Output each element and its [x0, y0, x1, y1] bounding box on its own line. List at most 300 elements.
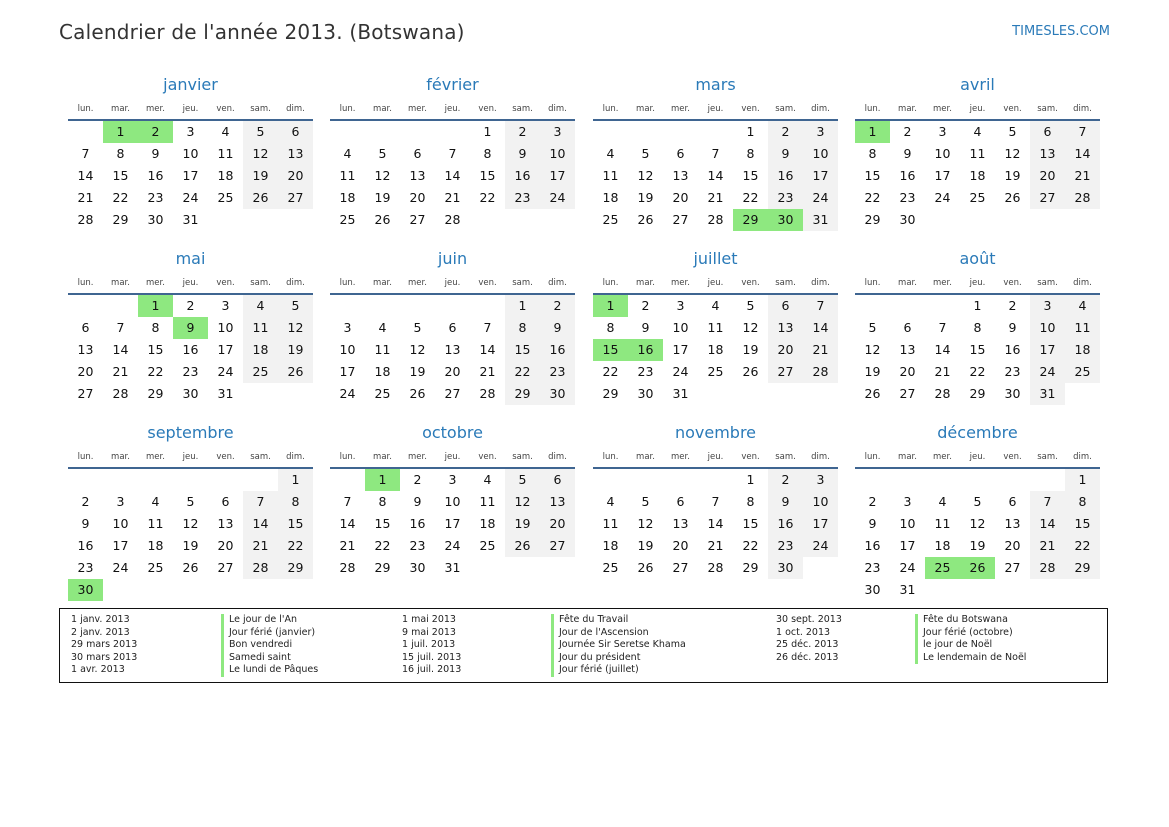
day-cell: 10 — [934, 146, 951, 161]
day-cell: 19 — [374, 190, 391, 205]
month-4 — [68, 248, 313, 427]
day-cell: 25 — [602, 560, 619, 575]
day-cell: 19 — [182, 538, 199, 553]
day-cell: 12 — [1004, 146, 1021, 161]
day-cell: 18 — [217, 168, 234, 183]
legend-date: 26 déc. 2013 — [776, 651, 839, 663]
weekday-header — [855, 273, 1100, 293]
day-cell: 20 — [1030, 165, 1065, 187]
day-cell: 14 — [243, 513, 278, 535]
weekday-label: mer. — [146, 278, 165, 288]
day-cell: 12 — [409, 342, 426, 357]
day-cell: 30 — [409, 560, 426, 575]
legend-holiday-name: Jour férié (janvier) — [221, 627, 318, 640]
weekday-label: sam. — [512, 278, 533, 288]
day-cell: 23 — [147, 190, 164, 205]
day-cell: 8 — [1065, 491, 1100, 513]
day-cell: 16 — [768, 513, 803, 535]
day-cell: 30 — [768, 557, 803, 579]
day-cell: 8 — [606, 320, 615, 335]
weekday-label: lun. — [602, 278, 619, 288]
day-cell: 4 — [938, 494, 947, 509]
day-cell: 21 — [77, 190, 94, 205]
day-cell: 3 — [803, 469, 838, 491]
day-cell: 30 — [182, 386, 199, 401]
legend-holiday-name: Jour du président — [551, 652, 686, 665]
legend-holiday-name: Jour férié (juillet) — [551, 664, 686, 677]
day-cell: 17 — [182, 168, 199, 183]
day-cell: 10 — [540, 143, 575, 165]
day-cell: 9 — [768, 143, 803, 165]
day-cell: 24 — [1030, 361, 1065, 383]
day-cell: 5 — [186, 494, 195, 509]
day-cell: 23 — [409, 538, 426, 553]
day-cell: 13 — [278, 143, 313, 165]
day-cell: 28 — [1030, 557, 1065, 579]
day-cell: 7 — [116, 320, 125, 335]
day-cell: 29 — [602, 386, 619, 401]
weekday-header — [855, 99, 1100, 119]
day-cell: 7 — [343, 494, 352, 509]
day-cell: 11 — [147, 516, 164, 531]
day-cell: 10 — [444, 494, 461, 509]
day-cell: 22 — [602, 364, 619, 379]
day-cell: 12 — [864, 342, 881, 357]
day-cell: 23 — [637, 364, 654, 379]
day-cell: 19 — [969, 538, 986, 553]
day-cell: 27 — [444, 386, 461, 401]
month-8 — [68, 422, 313, 601]
holiday-day-cell: 1 — [593, 295, 628, 317]
weekday-label: mer. — [933, 104, 952, 114]
day-cell: 19 — [278, 339, 313, 361]
day-cell: 15 — [147, 342, 164, 357]
day-cell: 6 — [413, 146, 422, 161]
day-cell: 11 — [243, 317, 278, 339]
day-cell: 14 — [707, 168, 724, 183]
day-cell: 29 — [278, 557, 313, 579]
day-cell: 19 — [243, 165, 278, 187]
legend-date: 9 mai 2013 — [402, 626, 456, 638]
day-cell: 15 — [742, 516, 759, 531]
day-cell: 18 — [1065, 339, 1100, 361]
month-11 — [855, 422, 1100, 601]
day-cell: 18 — [339, 190, 356, 205]
day-cell: 25 — [969, 190, 986, 205]
month-name: août — [959, 249, 996, 268]
month-2 — [593, 74, 838, 253]
weekday-label: sam. — [512, 452, 533, 462]
day-cell: 15 — [479, 168, 496, 183]
day-cell: 18 — [243, 339, 278, 361]
weekday-label: jeu. — [707, 104, 724, 114]
day-cell: 3 — [448, 472, 457, 487]
day-cell: 31 — [1030, 383, 1065, 405]
day-cell: 6 — [81, 320, 90, 335]
weekday-label: mar. — [636, 278, 655, 288]
day-cell: 7 — [938, 320, 947, 335]
day-cell: 27 — [1030, 187, 1065, 209]
legend-holiday-name: Fête du Travail — [551, 614, 686, 627]
day-cell: 4 — [483, 472, 492, 487]
day-cell: 7 — [243, 491, 278, 513]
day-cell: 12 — [182, 516, 199, 531]
day-cell: 15 — [112, 168, 129, 183]
day-cell: 26 — [182, 560, 199, 575]
day-cell: 19 — [742, 342, 759, 357]
holiday-day-cell: 30 — [68, 579, 103, 601]
day-cell: 7 — [803, 295, 838, 317]
month-name: juin — [437, 249, 468, 268]
day-cell: 2 — [1008, 298, 1017, 313]
day-cell: 8 — [116, 146, 125, 161]
weekday-label: mar. — [636, 452, 655, 462]
day-cell: 11 — [479, 494, 496, 509]
day-cell: 18 — [969, 168, 986, 183]
weekday-label: lun. — [602, 452, 619, 462]
weekday-label: sam. — [1037, 452, 1058, 462]
day-cell: 9 — [540, 317, 575, 339]
day-cell: 14 — [803, 317, 838, 339]
day-cell: 24 — [217, 364, 234, 379]
day-cell: 3 — [221, 298, 230, 313]
day-cell: 25 — [374, 386, 391, 401]
day-cell: 27 — [768, 361, 803, 383]
day-cell: 31 — [217, 386, 234, 401]
day-cell: 28 — [934, 386, 951, 401]
day-cell: 5 — [278, 295, 313, 317]
day-cell: 12 — [742, 320, 759, 335]
weekday-label: ven. — [478, 452, 497, 462]
day-cell: 12 — [969, 516, 986, 531]
weekday-header — [330, 99, 575, 119]
day-cell: 10 — [1030, 317, 1065, 339]
day-cell: 28 — [1065, 187, 1100, 209]
day-cell: 27 — [77, 386, 94, 401]
day-cell: 22 — [479, 190, 496, 205]
day-grid — [855, 295, 1100, 427]
day-cell: 6 — [1008, 494, 1017, 509]
legend-date: 30 mars 2013 — [71, 651, 138, 663]
day-cell: 4 — [221, 124, 230, 139]
weekday-label: mer. — [146, 452, 165, 462]
holiday-legend — [59, 608, 1108, 683]
weekday-label: jeu. — [969, 452, 986, 462]
day-grid — [330, 295, 575, 427]
weekday-label: mer. — [933, 278, 952, 288]
day-cell: 21 — [1030, 535, 1065, 557]
day-cell: 28 — [243, 557, 278, 579]
day-cell: 14 — [444, 168, 461, 183]
day-cell: 10 — [182, 146, 199, 161]
day-cell: 19 — [864, 364, 881, 379]
day-cell: 26 — [374, 212, 391, 227]
day-grid — [593, 295, 838, 427]
day-cell: 19 — [1004, 168, 1021, 183]
weekday-label: mar. — [373, 278, 392, 288]
day-cell: 6 — [1030, 121, 1065, 143]
weekday-label: sam. — [1037, 104, 1058, 114]
day-cell: 5 — [746, 298, 755, 313]
holiday-day-cell: 26 — [960, 557, 995, 579]
day-cell: 5 — [973, 494, 982, 509]
weekday-header — [68, 447, 313, 467]
legend-holiday-name: le jour de Noël — [915, 639, 1026, 652]
day-cell: 24 — [672, 364, 689, 379]
day-cell: 17 — [217, 342, 234, 357]
day-cell: 25 — [339, 212, 356, 227]
day-cell: 16 — [768, 165, 803, 187]
day-cell: 6 — [278, 121, 313, 143]
day-cell: 8 — [483, 146, 492, 161]
weekday-header — [330, 273, 575, 293]
day-cell: 20 — [217, 538, 234, 553]
day-cell: 10 — [217, 320, 234, 335]
weekday-header — [330, 447, 575, 467]
day-cell: 14 — [934, 342, 951, 357]
day-cell: 21 — [243, 535, 278, 557]
legend-dates — [71, 614, 137, 677]
weekday-label: mer. — [408, 278, 427, 288]
day-cell: 5 — [641, 146, 650, 161]
day-cell: 23 — [505, 187, 540, 209]
day-cell: 21 — [479, 364, 496, 379]
day-cell: 2 — [768, 121, 803, 143]
holiday-day-cell: 1 — [365, 469, 400, 491]
holiday-day-cell: 16 — [628, 339, 663, 361]
day-cell: 3 — [1030, 295, 1065, 317]
day-cell: 30 — [147, 212, 164, 227]
day-cell: 20 — [409, 190, 426, 205]
day-cell: 9 — [641, 320, 650, 335]
day-cell: 4 — [378, 320, 387, 335]
weekday-label: jeu. — [969, 104, 986, 114]
day-cell: 16 — [182, 342, 199, 357]
day-cell: 15 — [278, 513, 313, 535]
day-cell: 2 — [540, 295, 575, 317]
day-cell: 26 — [864, 386, 881, 401]
legend-holiday-name: Fête du Botswana — [915, 614, 1026, 627]
day-cell: 20 — [540, 513, 575, 535]
day-cell: 3 — [540, 121, 575, 143]
day-cell: 2 — [186, 298, 195, 313]
month-6 — [593, 248, 838, 427]
day-cell: 30 — [899, 212, 916, 227]
day-cell: 4 — [343, 146, 352, 161]
legend-date: 16 juil. 2013 — [402, 664, 462, 675]
day-cell: 23 — [182, 364, 199, 379]
day-cell: 10 — [339, 342, 356, 357]
day-cell: 2 — [768, 469, 803, 491]
day-cell: 14 — [1065, 143, 1100, 165]
day-cell: 25 — [479, 538, 496, 553]
day-cell: 26 — [637, 560, 654, 575]
day-cell: 28 — [444, 212, 461, 227]
day-cell: 26 — [409, 386, 426, 401]
day-cell: 6 — [448, 320, 457, 335]
day-cell: 14 — [479, 342, 496, 357]
weekday-label: dim. — [1073, 278, 1092, 288]
day-cell: 11 — [1065, 317, 1100, 339]
month-1 — [330, 74, 575, 253]
day-cell: 28 — [77, 212, 94, 227]
day-cell: 26 — [637, 212, 654, 227]
day-cell: 29 — [864, 212, 881, 227]
day-cell: 31 — [672, 386, 689, 401]
weekday-label: sam. — [250, 452, 271, 462]
day-cell: 6 — [676, 494, 685, 509]
year-calendar — [68, 74, 1101, 604]
day-cell: 17 — [339, 364, 356, 379]
day-cell: 1 — [278, 469, 313, 491]
day-cell: 4 — [1065, 295, 1100, 317]
legend-date: 30 sept. 2013 — [776, 614, 842, 625]
day-cell: 13 — [444, 342, 461, 357]
day-cell: 3 — [116, 494, 125, 509]
day-cell: 13 — [217, 516, 234, 531]
day-cell: 21 — [112, 364, 129, 379]
weekday-label: mar. — [898, 452, 917, 462]
legend-date: 15 juil. 2013 — [402, 651, 462, 663]
day-grid — [330, 121, 575, 253]
weekday-label: ven. — [216, 104, 235, 114]
holiday-day-cell: 29 — [733, 209, 768, 231]
weekday-label: dim. — [286, 278, 305, 288]
day-cell: 11 — [217, 146, 234, 161]
day-grid — [68, 295, 313, 427]
day-cell: 19 — [409, 364, 426, 379]
day-cell: 23 — [1004, 364, 1021, 379]
day-cell: 12 — [243, 143, 278, 165]
day-cell: 9 — [505, 143, 540, 165]
day-cell: 16 — [864, 538, 881, 553]
day-cell: 6 — [540, 469, 575, 491]
day-cell: 21 — [1065, 165, 1100, 187]
legend-names — [221, 614, 318, 677]
day-cell: 18 — [602, 190, 619, 205]
day-cell: 22 — [742, 190, 759, 205]
day-cell: 2 — [641, 298, 650, 313]
weekday-label: mer. — [671, 452, 690, 462]
day-cell: 24 — [112, 560, 129, 575]
day-cell: 24 — [803, 187, 838, 209]
day-cell: 27 — [672, 560, 689, 575]
day-cell: 15 — [969, 342, 986, 357]
day-cell: 10 — [803, 491, 838, 513]
day-cell: 1 — [746, 124, 755, 139]
day-cell: 21 — [707, 538, 724, 553]
day-cell: 7 — [448, 146, 457, 161]
day-cell: 29 — [969, 386, 986, 401]
weekday-label: ven. — [741, 278, 760, 288]
day-cell: 16 — [77, 538, 94, 553]
weekday-label: sam. — [1037, 278, 1058, 288]
legend-names — [915, 614, 1026, 664]
day-cell: 13 — [672, 516, 689, 531]
weekday-label: mer. — [671, 104, 690, 114]
weekday-label: dim. — [286, 104, 305, 114]
day-cell: 28 — [707, 212, 724, 227]
day-cell: 6 — [221, 494, 230, 509]
day-cell: 21 — [339, 538, 356, 553]
day-cell: 7 — [711, 146, 720, 161]
weekday-label: lun. — [339, 104, 356, 114]
weekday-label: mar. — [898, 104, 917, 114]
day-cell: 26 — [1004, 190, 1021, 205]
day-cell: 20 — [899, 364, 916, 379]
day-cell: 25 — [147, 560, 164, 575]
day-cell: 11 — [969, 146, 986, 161]
day-cell: 5 — [413, 320, 422, 335]
weekday-label: dim. — [811, 452, 830, 462]
day-cell: 28 — [479, 386, 496, 401]
legend-date: 29 mars 2013 — [71, 639, 138, 650]
day-cell: 28 — [707, 560, 724, 575]
legend-holiday-name: Bon vendredi — [221, 639, 318, 652]
day-cell: 21 — [934, 364, 951, 379]
day-cell: 27 — [409, 212, 426, 227]
day-cell: 6 — [903, 320, 912, 335]
day-cell: 10 — [803, 143, 838, 165]
day-cell: 12 — [637, 516, 654, 531]
weekday-label: ven. — [478, 104, 497, 114]
day-cell: 16 — [899, 168, 916, 183]
holiday-day-cell: 1 — [855, 121, 890, 143]
day-cell: 3 — [803, 121, 838, 143]
weekday-header — [855, 447, 1100, 467]
weekday-label: sam. — [775, 452, 796, 462]
day-cell: 20 — [672, 538, 689, 553]
day-cell: 31 — [182, 212, 199, 227]
day-cell: 14 — [112, 342, 129, 357]
day-cell: 3 — [938, 124, 947, 139]
day-cell: 22 — [147, 364, 164, 379]
day-cell: 18 — [147, 538, 164, 553]
day-cell: 13 — [768, 317, 803, 339]
day-cell: 23 — [768, 535, 803, 557]
day-cell: 11 — [602, 168, 619, 183]
day-cell: 5 — [378, 146, 387, 161]
weekday-label: jeu. — [444, 452, 461, 462]
day-cell: 16 — [147, 168, 164, 183]
day-cell: 14 — [77, 168, 94, 183]
day-cell: 30 — [540, 383, 575, 405]
day-cell: 25 — [707, 364, 724, 379]
day-cell: 7 — [1065, 121, 1100, 143]
day-cell: 28 — [112, 386, 129, 401]
day-cell: 13 — [409, 168, 426, 183]
weekday-label: ven. — [1003, 278, 1022, 288]
day-cell: 5 — [868, 320, 877, 335]
day-cell: 21 — [444, 190, 461, 205]
site-link[interactable]: TIMESLES.COM — [1012, 24, 1110, 39]
day-cell: 18 — [602, 538, 619, 553]
day-cell: 1 — [973, 298, 982, 313]
legend-date: 1 avr. 2013 — [71, 664, 125, 675]
holiday-day-cell: 2 — [138, 121, 173, 143]
day-cell: 17 — [803, 165, 838, 187]
day-cell: 14 — [1030, 513, 1065, 535]
day-cell: 30 — [637, 386, 654, 401]
day-cell: 15 — [505, 339, 540, 361]
day-cell: 9 — [81, 516, 90, 531]
weekday-label: ven. — [741, 452, 760, 462]
day-cell: 17 — [444, 516, 461, 531]
day-cell: 7 — [81, 146, 90, 161]
day-cell: 24 — [182, 190, 199, 205]
month-name: octobre — [422, 423, 483, 442]
day-cell: 13 — [1030, 143, 1065, 165]
